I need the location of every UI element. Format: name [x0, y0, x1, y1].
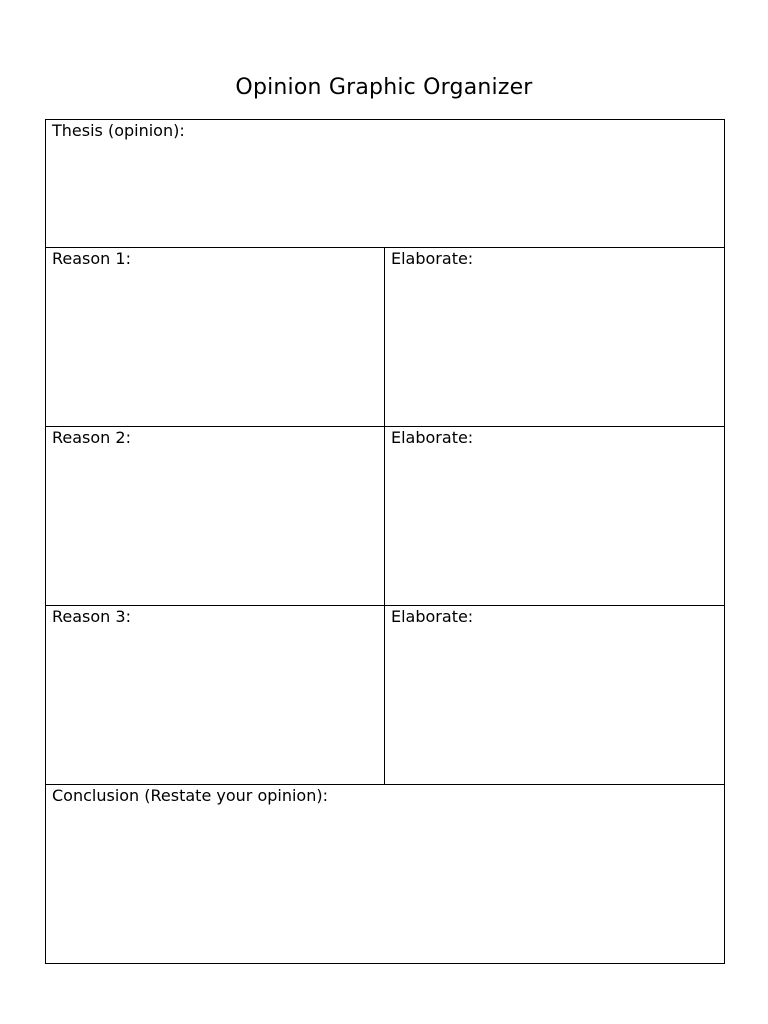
reason-2-label: Reason 2: — [52, 428, 131, 447]
elaborate-1-label: Elaborate: — [391, 249, 474, 268]
conclusion-label: Conclusion (Restate your opinion): — [52, 786, 328, 805]
elaborate-2-cell[interactable] — [385, 427, 725, 606]
reason-row-3 — [46, 606, 725, 785]
elaborate-3-cell[interactable] — [385, 606, 725, 785]
thesis-cell[interactable] — [46, 120, 725, 248]
reason-3-label: Reason 3: — [52, 607, 131, 626]
reason-1-label: Reason 1: — [52, 249, 131, 268]
reason-row-2 — [46, 427, 725, 606]
conclusion-cell[interactable] — [46, 785, 725, 964]
elaborate-3-label: Elaborate: — [391, 607, 474, 626]
elaborate-1-cell[interactable] — [385, 248, 725, 427]
thesis-label: Thesis (opinion): — [52, 121, 185, 140]
reason-3-cell[interactable] — [46, 606, 385, 785]
reason-2-cell[interactable] — [46, 427, 385, 606]
thesis-row — [46, 120, 725, 248]
reason-1-cell[interactable] — [46, 248, 385, 427]
page-title: Opinion Graphic Organizer — [235, 75, 533, 100]
organizer-table — [45, 119, 725, 964]
elaborate-2-label: Elaborate: — [391, 428, 474, 447]
reason-row-1 — [46, 248, 725, 427]
conclusion-row — [46, 785, 725, 964]
